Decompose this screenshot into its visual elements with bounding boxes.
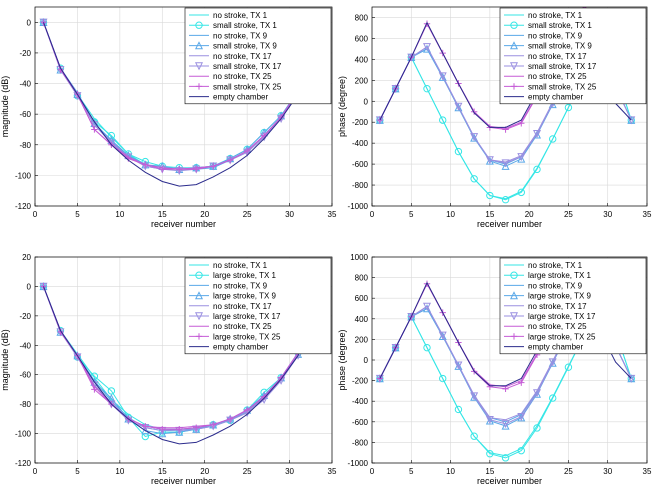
legend-entry: no stroke, TX 9 bbox=[528, 31, 583, 41]
legend-entry: empty chamber bbox=[528, 342, 584, 352]
x-tick-label: 35 bbox=[327, 467, 337, 476]
x-axis-label: receiver number bbox=[476, 476, 543, 486]
legend-entry: small stroke, TX 25 bbox=[213, 82, 282, 92]
y-tick-label: -400 bbox=[351, 139, 368, 149]
y-tick-label: 400 bbox=[354, 314, 368, 324]
y-tick-label: 400 bbox=[354, 55, 368, 65]
y-tick-label: -40 bbox=[19, 79, 31, 89]
legend-entry: no stroke, TX 1 bbox=[528, 261, 583, 270]
x-tick-label: 20 bbox=[200, 467, 210, 476]
legend-entry: large stroke, TX 1 bbox=[528, 271, 591, 281]
y-tick-label: 0 bbox=[26, 282, 31, 292]
legend-entry: small stroke, TX 25 bbox=[528, 82, 597, 92]
legend-entry: empty chamber bbox=[213, 92, 269, 102]
legend-entry: no stroke, TX 1 bbox=[213, 261, 268, 270]
x-tick-label: 10 bbox=[115, 467, 125, 476]
x-tick-label: 20 bbox=[524, 210, 534, 219]
legend-entry: no stroke, TX 9 bbox=[528, 281, 583, 291]
x-tick-label: 10 bbox=[446, 210, 456, 219]
y-tick-label: -40 bbox=[19, 341, 31, 351]
legend-entry: no stroke, TX 9 bbox=[213, 281, 268, 291]
y-tick-label: 20 bbox=[22, 253, 31, 262]
legend-entry: no stroke, TX 1 bbox=[528, 11, 583, 20]
legend-entry: small stroke, TX 9 bbox=[528, 41, 592, 51]
legend-entry: large stroke, TX 17 bbox=[528, 312, 596, 321]
y-tick-label: -120 bbox=[14, 202, 31, 211]
y-tick-label: -600 bbox=[351, 417, 368, 427]
y-tick-label: 0 bbox=[363, 356, 368, 365]
y-tick-label: -80 bbox=[19, 400, 31, 410]
y-tick-label: 800 bbox=[354, 273, 368, 283]
x-tick-label: 20 bbox=[200, 210, 210, 219]
legend-entry: small stroke, TX 17 bbox=[213, 62, 282, 71]
x-tick-label: 30 bbox=[603, 210, 613, 219]
y-tick-label: -1000 bbox=[347, 459, 368, 468]
legend-entry: large stroke, TX 25 bbox=[213, 332, 281, 342]
y-axis-label: phase (degree) bbox=[337, 329, 347, 391]
x-tick-label: 25 bbox=[563, 467, 573, 476]
legend-entry: no stroke, TX 9 bbox=[213, 31, 268, 41]
y-tick-label: -200 bbox=[351, 118, 368, 128]
x-tick-label: 15 bbox=[157, 467, 167, 476]
y-tick-label: -100 bbox=[14, 171, 31, 181]
legend-entry: no stroke, TX 25 bbox=[528, 72, 587, 82]
legend-entry: no stroke, TX 1 bbox=[213, 11, 268, 20]
legend-entry: large stroke, TX 25 bbox=[528, 332, 596, 342]
legend-entry: no stroke, TX 17 bbox=[213, 51, 272, 61]
y-tick-label: 0 bbox=[363, 97, 368, 107]
x-axis-label: receiver number bbox=[150, 476, 217, 486]
x-axis-label: receiver number bbox=[150, 219, 217, 229]
legend-entry: no stroke, TX 17 bbox=[528, 301, 587, 311]
legend-entry: small stroke, TX 17 bbox=[528, 62, 597, 71]
y-tick-label: -80 bbox=[19, 140, 31, 150]
y-tick-label: -60 bbox=[19, 370, 31, 380]
x-tick-label: 10 bbox=[446, 467, 456, 476]
y-tick-label: 600 bbox=[354, 34, 368, 44]
x-tick-label: 5 bbox=[409, 210, 414, 219]
y-axis-label: magnitude (dB) bbox=[0, 75, 10, 138]
y-tick-label: -400 bbox=[351, 397, 368, 407]
y-tick-label: -800 bbox=[351, 438, 368, 448]
panel-2 bbox=[337, 3, 652, 229]
x-tick-label: 35 bbox=[642, 467, 652, 476]
legend-entry: large stroke, TX 17 bbox=[213, 312, 281, 321]
y-tick-label: 600 bbox=[354, 294, 368, 304]
y-tick-label: 0 bbox=[26, 18, 31, 28]
legend-entry: no stroke, TX 17 bbox=[528, 51, 587, 61]
legend-entry: empty chamber bbox=[528, 92, 584, 102]
y-tick-label: -800 bbox=[351, 181, 368, 191]
x-tick-label: 15 bbox=[485, 467, 495, 476]
panel-4 bbox=[337, 253, 652, 486]
y-tick-label: -20 bbox=[19, 311, 31, 321]
legend bbox=[500, 258, 646, 354]
x-tick-label: 0 bbox=[32, 210, 38, 219]
x-tick-label: 5 bbox=[409, 467, 414, 476]
x-tick-label: 0 bbox=[32, 467, 38, 476]
x-tick-label: 25 bbox=[242, 467, 252, 476]
legend-entry: small stroke, TX 1 bbox=[528, 21, 592, 31]
legend bbox=[500, 8, 646, 104]
y-tick-label: 200 bbox=[354, 335, 368, 345]
y-tick-label: -1000 bbox=[347, 202, 368, 211]
x-tick-label: 25 bbox=[242, 210, 252, 219]
y-tick-label: 800 bbox=[354, 13, 368, 23]
x-tick-label: 35 bbox=[327, 210, 337, 219]
y-tick-label: -200 bbox=[351, 376, 368, 386]
x-tick-label: 30 bbox=[603, 467, 613, 476]
legend-entry: small stroke, TX 9 bbox=[213, 41, 277, 51]
y-tick-label: -100 bbox=[14, 429, 31, 439]
legend-entry: empty chamber bbox=[213, 342, 269, 352]
x-tick-label: 25 bbox=[563, 210, 573, 219]
legend-entry: no stroke, TX 17 bbox=[213, 301, 272, 311]
legend-entry: large stroke, TX 9 bbox=[528, 291, 591, 301]
y-axis-label: magnitude (dB) bbox=[0, 329, 10, 391]
legend-entry: large stroke, TX 9 bbox=[213, 291, 276, 301]
legend-entry: no stroke, TX 25 bbox=[528, 322, 587, 332]
panel-1 bbox=[0, 7, 337, 229]
x-axis-label: receiver number bbox=[476, 219, 543, 229]
legend-entry: no stroke, TX 25 bbox=[213, 322, 272, 332]
y-axis-label: phase (degree) bbox=[337, 75, 347, 138]
y-tick-label: 200 bbox=[354, 76, 368, 86]
legend-entry: large stroke, TX 1 bbox=[213, 271, 276, 281]
y-tick-label: -120 bbox=[14, 459, 31, 468]
y-tick-label: 1000 bbox=[350, 253, 368, 262]
x-tick-label: 15 bbox=[157, 210, 167, 219]
x-tick-label: 15 bbox=[485, 210, 495, 219]
x-tick-label: 30 bbox=[285, 467, 295, 476]
panel-3 bbox=[0, 253, 337, 486]
legend bbox=[185, 8, 331, 104]
x-tick-label: 20 bbox=[524, 467, 534, 476]
legend-entry: small stroke, TX 1 bbox=[213, 21, 277, 31]
legend-entry: no stroke, TX 25 bbox=[213, 72, 272, 82]
y-tick-label: -20 bbox=[19, 48, 31, 58]
x-tick-label: 10 bbox=[115, 210, 125, 219]
y-tick-label: -60 bbox=[19, 110, 31, 120]
x-tick-label: 30 bbox=[285, 210, 295, 219]
y-tick-label: -600 bbox=[351, 160, 368, 170]
x-tick-label: 35 bbox=[642, 210, 652, 219]
x-tick-label: 0 bbox=[369, 210, 375, 219]
x-tick-label: 0 bbox=[369, 467, 375, 476]
x-tick-label: 5 bbox=[75, 210, 80, 219]
x-tick-label: 5 bbox=[75, 467, 80, 476]
legend bbox=[185, 258, 331, 354]
